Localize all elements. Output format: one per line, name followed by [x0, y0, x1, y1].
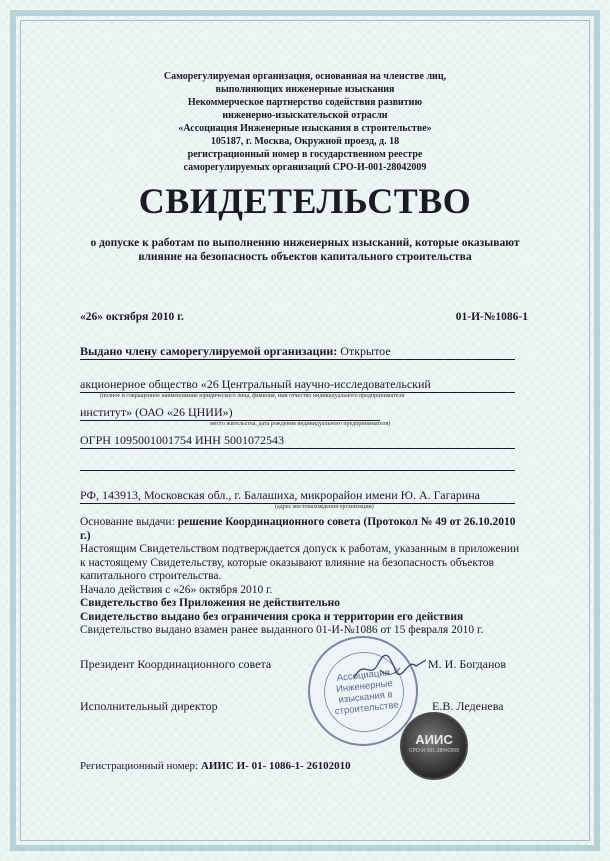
- replacement-note: Свидетельство выдано взамен ранее выданного 01-И-№1086 от 15 февраля 2010 г.: [80, 624, 484, 636]
- unlimited-validity: Свидетельство выдано без ограничения срока и территории его действия: [80, 610, 464, 623]
- president-label: Президент Координационного совета: [80, 657, 272, 671]
- header-line: «Ассоциация Инженерные изыскания в строительстве»: [178, 123, 432, 134]
- org-short-name-line: институт» (ОАО «26 ЦНИИ»): [80, 405, 380, 421]
- registration-label: Регистрационный номер:: [80, 760, 199, 772]
- org-name-line: акционерное общество «26 Центральный научно-исследовательский: [80, 377, 515, 393]
- residence-caption: место жительства, дата рождения индивидуального предпринимателя): [210, 421, 391, 427]
- header-line: Саморегулируемая организация, основанная на членстве лиц,: [163, 71, 447, 82]
- header-line: инженерно-изыскательской отрасли: [222, 110, 388, 121]
- confirmation-paragraph: Настоящим Свидетельством подтверждается допуск к работам, указанным в приложении к настоящему Свидетельству, которые оказывают влияние на безопасность объектов капитального строительства.: [80, 543, 520, 582]
- invalid-without-appendix: Свидетельство без Приложения не действительно: [80, 597, 340, 609]
- ogrn-inn-line: ОГРН 1095001001754 ИНН 5001072543: [80, 433, 515, 449]
- registration-line: [80, 760, 351, 772]
- org-name-caption: (полное и сокращенное наименование юридического лица, фамилия, имя отчество индивидуального предпринимателя: [100, 393, 405, 399]
- hologram-seal: [400, 712, 468, 780]
- issued-to-label: Выдано члену саморегулируемой организации:: [80, 344, 338, 358]
- start-date: Начало действия с «26» октября 2010 г.: [80, 583, 273, 596]
- document-subtitle: о допуске к работам по выполнению инженерных изысканий, которые оказывают влияние на безопасность объектов капитального строительства: [90, 237, 520, 263]
- header-line: Некоммерческое партнерство содействия развитию: [187, 97, 423, 108]
- address-caption: (адрес местонахождения организации): [275, 504, 374, 510]
- basis-line: [80, 516, 520, 543]
- basis-value: решение Координационного совета (Протокол № 49 от 26.10.2010 г.): [80, 516, 516, 542]
- stamp-text: Ассоциация Инженерные изыскания в строительстве: [334, 667, 400, 718]
- seal-subtext: СРО-И-001-28042009: [409, 748, 459, 754]
- seal-text: АИИС: [415, 732, 453, 747]
- header-line: регистрационный номер в государственном реестре: [187, 149, 423, 160]
- basis-label: Основание выдачи:: [80, 516, 175, 528]
- registration-value: АИИС И- 01- 1086-1- 26102010: [200, 760, 351, 772]
- address-line: РФ, 143913, Московская обл., г. Балашиха, микрорайон имени Ю. А. Гагарина: [80, 488, 515, 504]
- header-line: 105187, г. Москва, Окружной проезд, д. 18: [210, 136, 400, 147]
- document-title: СВИДЕТЕЛЬСТВО: [138, 181, 472, 221]
- header-line: выполняющих инженерные изыскания: [215, 84, 395, 95]
- issued-to-value: Открытое: [340, 344, 391, 358]
- issuer-header: [80, 70, 530, 174]
- header-line: саморегулируемых организаций СРО-И-001-28042009: [183, 162, 427, 173]
- blank-line: [80, 455, 515, 471]
- director-label: Исполнительный директор: [80, 699, 218, 713]
- director-name: Е.В. Леденева: [432, 699, 504, 713]
- certificate-body: [80, 516, 520, 638]
- president-signature: [350, 650, 430, 690]
- certificate-number: 01-И-№1086-1: [455, 311, 528, 323]
- president-name: М. И. Богданов: [428, 657, 507, 671]
- issued-to-line: [80, 344, 515, 360]
- issue-date: «26» октября 2010 г.: [80, 311, 184, 323]
